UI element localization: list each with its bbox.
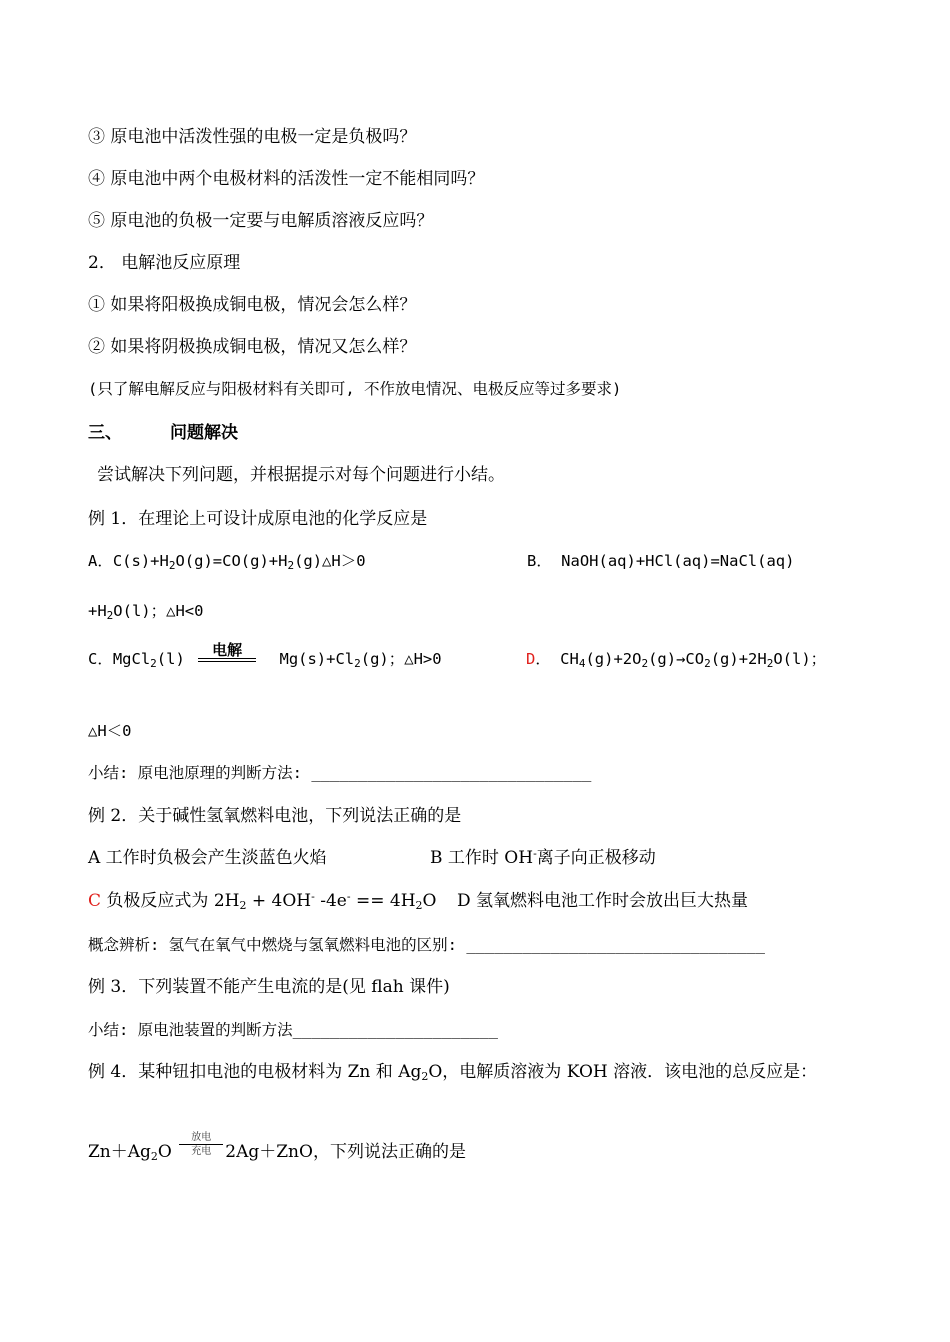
electrolysis-question-1: ① 如果将阳极换成铜电极，情况会怎么样？ (88, 295, 417, 315)
summary-3: 小结: 原电池装置的判断方法______________________ (88, 1021, 498, 1039)
question-3: ③ 原电池中活泼性强的电极一定是负极吗？ (88, 127, 417, 147)
example-4-question: 例 4．某种钮扣电池的电极材料为 Zn 和 $Ag_2O$，电解质溶液为 KOH 溶液．该电池的总反应是： (88, 1062, 818, 1083)
electrolysis-condition: 电解 (198, 642, 256, 662)
question-5: ⑤ 原电池的负极一定要与电解质溶液反应吗？ (88, 211, 434, 231)
example-1-option-d-cont: △H＜0 (88, 722, 132, 740)
section-3-number: 三、 (88, 423, 122, 443)
example-2-option-a: A 工作时负极会产生淡蓝色火焰 (88, 848, 327, 868)
example-4-reaction: $Zn+Ag_2O$ 放电 充电 2Ag＋ZnO，下列说法正确的是 (88, 1132, 466, 1163)
example-1-option-b: B． NaOH(aq)+HCl(aq)=NaCl(aq) (527, 552, 795, 570)
concept-analysis: 概念辨析: 氢气在氧气中燃烧与氢氧燃料电池的区别: ________________________________ (88, 936, 765, 954)
discharge-charge-condition: 放电 充电 (179, 1132, 223, 1157)
section-2-heading: 2． 电解池反应原理 (88, 253, 241, 273)
section-3-title: 问题解决 (170, 423, 238, 443)
example-2-option-b: B 工作时 OH-离子向正极移动 (430, 847, 656, 868)
example-2-option-c: C 负极反应式为 $2H_2 + 4OH^-$ $-4e^- == 4H_2O$ (88, 890, 437, 912)
example-2-question: 例 2．关于碱性氢氧燃料电池，下列说法正确的是 (88, 806, 462, 826)
summary-1: 小结: 原电池原理的判断方法: ______________________________ (88, 764, 592, 782)
example-2-option-d: D 氢氧燃料电池工作时会放出巨大热量 (457, 891, 749, 911)
electrolysis-question-2: ② 如果将阴极换成铜电极，情况又怎么样？ (88, 337, 417, 357)
example-1-option-d: D． $CH_4(g)+2O_2(g)\to CO_2(g)+2H_2O(l)$； (526, 650, 827, 670)
section-3-heading (88, 422, 238, 444)
note: (只了解电解反应与阳极材料有关即可, 不作放电情况、电极反应等过多要求) (88, 380, 622, 398)
question-4: ④ 原电池中两个电极材料的活泼性一定不能相同吗？ (88, 169, 485, 189)
example-3-question: 例 3．下列装置不能产生电流的是(见 flah 课件) (88, 977, 450, 997)
example-1-option-c: C．MgCl$_2$(l) 电解 $Mg(s)+Cl_2(g)$；△H>0 (88, 640, 442, 670)
example-1-question: 例 1．在理论上可设计成原电池的化学反应是 (88, 509, 428, 529)
answer-marker-c: C (88, 891, 102, 911)
answer-marker-d: D (526, 650, 536, 668)
example-1-option-b-cont: $+H_2O(l)$；△H<0 (88, 602, 204, 622)
example-1-option-a: A．$C(s)+H_2O(g)=CO(g)+H_2(g)\triangle H>0$ (88, 552, 366, 572)
intro-text: 尝试解决下列问题，并根据提示对每个问题进行小结。 (97, 465, 505, 485)
